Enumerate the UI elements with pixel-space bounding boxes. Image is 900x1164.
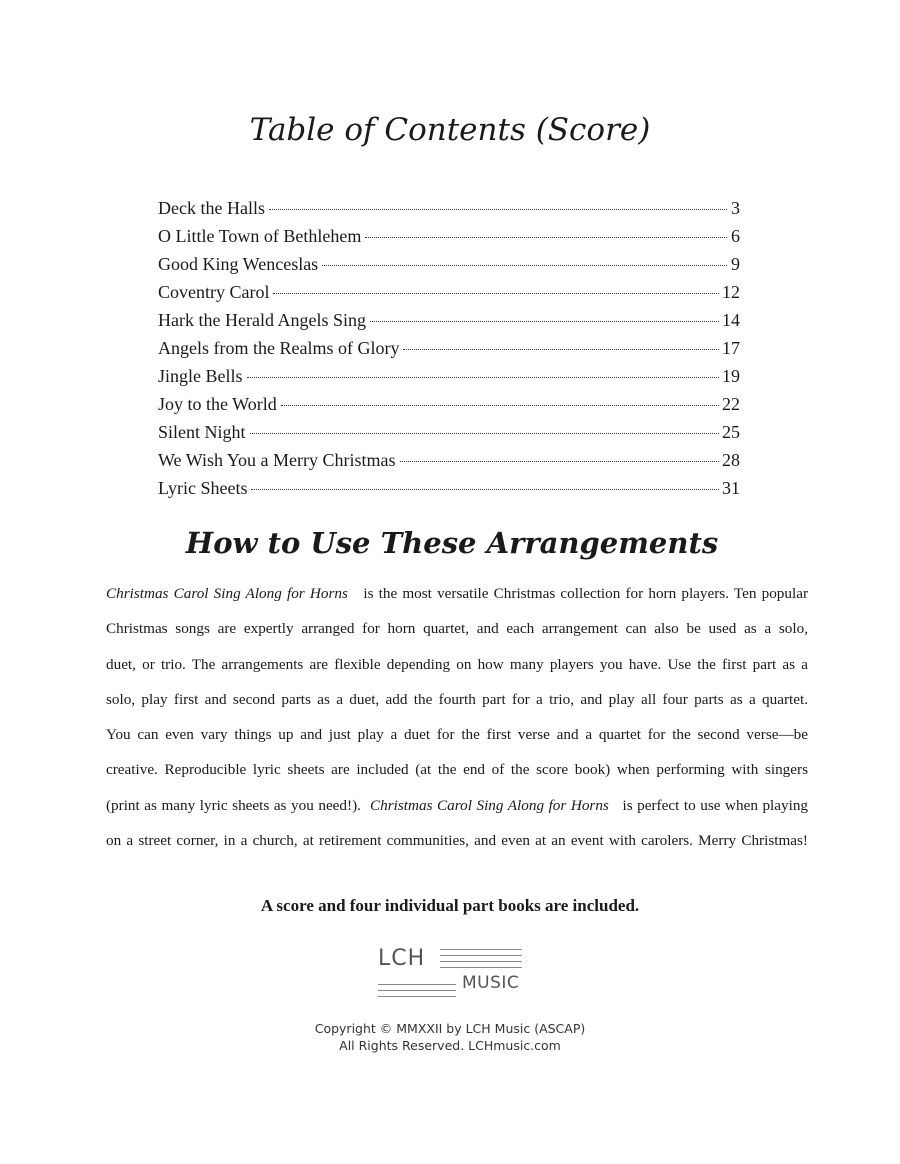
toc-entry-page: 12 — [722, 282, 740, 302]
paragraph-text: (print as many lyric sheets as you need!). — [106, 796, 361, 814]
toc-entry-page: 19 — [722, 366, 740, 386]
toc-leader-dots — [400, 461, 720, 462]
toc-entry-title: Silent Night — [158, 422, 246, 442]
howto-paragraph — [106, 576, 808, 858]
paragraph-line: solo, play first and second parts as a duet, add the fourth part for a trio, and play all four parts as a quartet. — [106, 690, 808, 708]
toc-entry-title: Jingle Bells — [158, 366, 243, 386]
logo-staff-line — [378, 996, 456, 997]
toc-entry-title: Joy to the World — [158, 394, 277, 414]
toc-entry-page: 3 — [731, 198, 740, 218]
toc-entry — [158, 254, 740, 282]
toc-entry-page: 28 — [722, 450, 740, 470]
toc-leader-dots — [273, 293, 719, 294]
toc-leader-dots — [251, 489, 719, 490]
toc-entry — [158, 394, 740, 422]
toc-leader-dots — [250, 433, 719, 434]
toc-entry-page: 31 — [722, 478, 740, 498]
rights-line: All Rights Reserved. LCHmusic.com — [339, 1038, 561, 1053]
book-title: Christmas Carol Sing Along for Horns — [370, 796, 609, 814]
toc-entry — [158, 338, 740, 366]
toc-entry-title: We Wish You a Merry Christmas — [158, 450, 396, 470]
toc-leader-dots — [281, 405, 719, 406]
toc-entry — [158, 478, 740, 506]
toc-entry-page: 9 — [731, 254, 740, 274]
toc-entry — [158, 198, 740, 226]
toc-leader-dots — [403, 349, 719, 350]
logo-staff-line — [440, 955, 522, 956]
paragraph-line: You can even vary things up and just play a duet for the first verse and a quartet for the second verse—be — [106, 726, 808, 744]
toc-leader-dots — [247, 377, 720, 378]
toc-entry-page: 22 — [722, 394, 740, 414]
toc-entry-title: Angels from the Realms of Glory — [158, 338, 400, 358]
lch-music-logo — [378, 946, 528, 1002]
logo-staff-line — [440, 949, 522, 950]
toc-leader-dots — [269, 209, 727, 210]
toc-entry-title: Deck the Halls — [158, 198, 265, 218]
logo-music-text: MUSIC — [462, 973, 520, 993]
toc-entry-page: 6 — [731, 226, 740, 246]
logo-staff-line — [440, 961, 522, 962]
copyright-line: Copyright © MMXXII by LCH Music (ASCAP) — [314, 1021, 586, 1036]
paragraph-line — [106, 788, 808, 823]
toc-entry — [158, 282, 740, 310]
logo-staff-line — [378, 990, 456, 991]
toc-leader-dots — [365, 237, 727, 238]
toc-leader-dots — [370, 321, 719, 322]
toc-entry — [158, 226, 740, 254]
paragraph-line: duet, or trio. The arrangements are flexible depending on how many players you have. Use the first part as a — [106, 655, 808, 673]
toc-entry — [158, 310, 740, 338]
toc-title: Table of Contents (Score) — [249, 112, 651, 148]
toc-entry — [158, 366, 740, 394]
toc-entry-title: Lyric Sheets — [158, 478, 248, 498]
toc-entry — [158, 422, 740, 450]
logo-lch-text: LCH — [378, 946, 426, 971]
toc-entry — [158, 450, 740, 478]
paragraph-line: creative. Reproducible lyric sheets are included (at the end of the score book) when performing with singers — [106, 761, 808, 779]
copyright — [0, 1020, 900, 1054]
table-of-contents — [158, 198, 740, 506]
logo-staff-line — [378, 984, 456, 985]
howto-heading: How to Use These Arrangements — [185, 526, 719, 560]
logo-staff-line — [440, 967, 522, 968]
toc-leader-dots — [322, 265, 727, 266]
toc-entry-page: 14 — [722, 310, 740, 330]
toc-entry-title: O Little Town of Bethlehem — [158, 226, 362, 246]
toc-entry-page: 25 — [722, 422, 740, 442]
toc-entry-title: Hark the Herald Angels Sing — [158, 310, 366, 330]
book-title: Christmas Carol Sing Along for Horns — [106, 585, 348, 602]
paragraph-line: Christmas songs are expertly arranged for horn quartet, and each arrangement can also be used as a solo, — [106, 620, 808, 638]
paragraph-line — [106, 576, 808, 611]
paragraph-text: is perfect to use when playing — [622, 796, 809, 814]
paragraph-text: is the most versatile Christmas collection for horn players. Ten popular — [363, 585, 809, 602]
paragraph-line: on a street corner, in a church, at retirement communities, and even at an event with carolers. Merry Christmas! — [106, 832, 808, 850]
toc-entry-page: 17 — [722, 338, 740, 358]
included-note: A score and four individual part books are included. — [260, 896, 640, 915]
toc-entry-title: Good King Wenceslas — [158, 254, 319, 274]
toc-entry-title: Coventry Carol — [158, 282, 270, 302]
